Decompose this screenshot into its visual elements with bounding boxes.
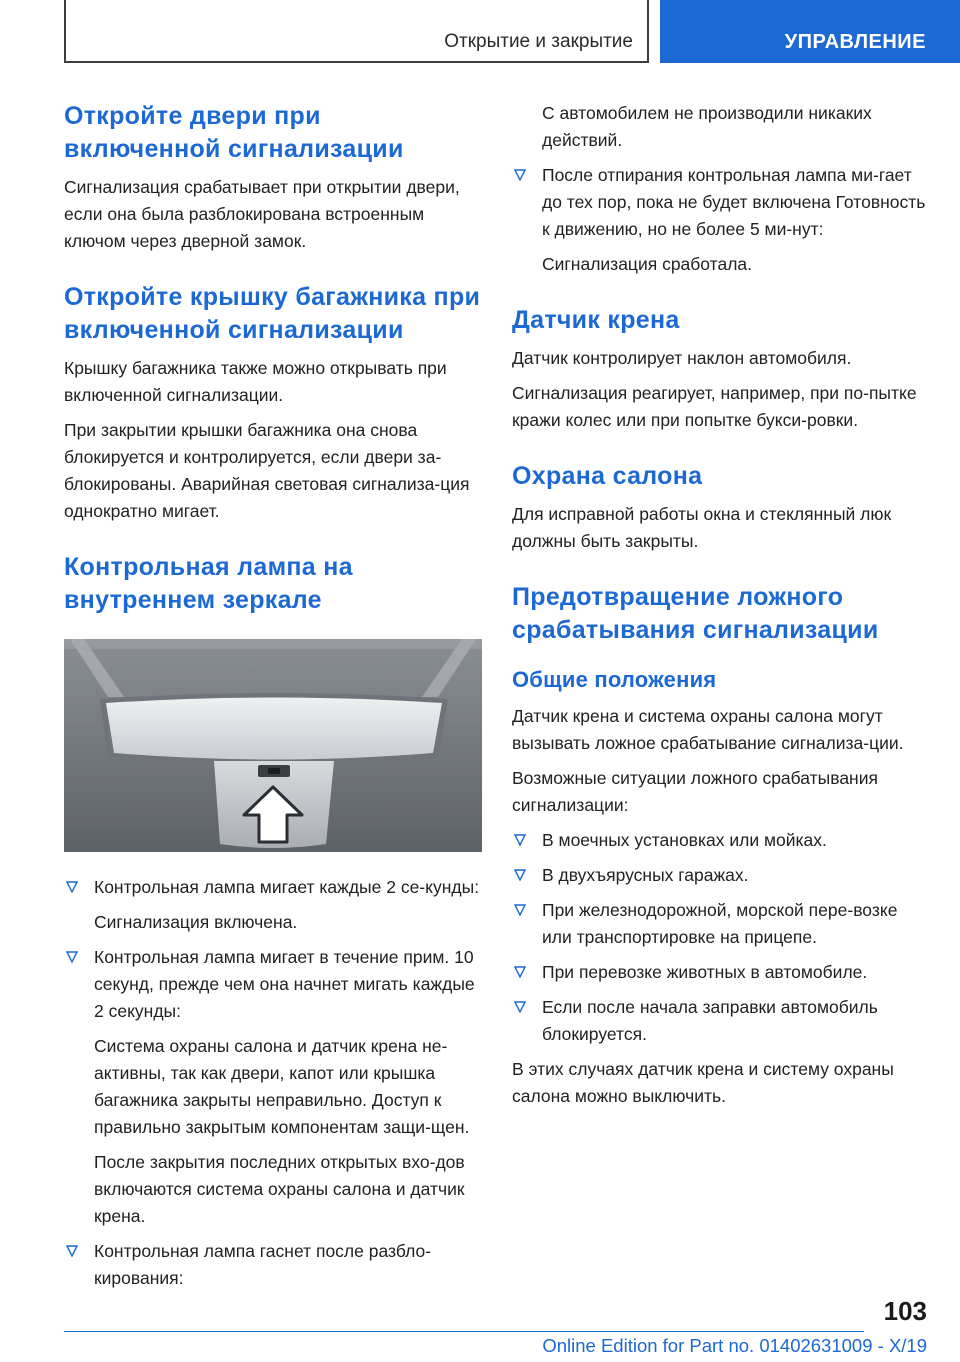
paragraph-closing: В этих случаях датчик крена и систему охраны салона можно выключить. [512, 1059, 894, 1106]
list-item: Контрольная лампа гаснет после разбло-кирования: [64, 1238, 482, 1292]
triangle-bullet-icon [66, 1245, 78, 1257]
page-number: 103 [883, 1296, 927, 1326]
heading-indicator-lamp: Контрольная лампа на внутреннем зеркале [64, 553, 353, 614]
situation-list [512, 827, 930, 1048]
list-item: Контрольная лампа мигает в течение прим. 10 секунд, прежде чем она начнет мигать каждые 2 секунды: Система охраны салона и датчик крена не-активны, так как двери, капот или крышка багажника закрыты неправильно. Доступ к правильно закрытым компонентам защи-щен. После закрытия последних открытых вхо-дов включаются система охраны салона и датчик крена. [64, 944, 482, 1230]
triangle-bullet-icon [66, 881, 78, 893]
indicator-list [64, 874, 482, 1292]
list-item: В моечных установках или мойках. [512, 827, 930, 854]
paragraph-tilt-2: Сигнализация реагирует, например, при по-пытке кражи колес или при попытке букси-ровки. [512, 383, 917, 430]
heading-interior-protection: Охрана салона [512, 462, 703, 490]
paragraph-open-doors: Сигнализация срабатывает при открытии двери, если она была разблокирована встроенным ключом через дверной замок. [64, 177, 460, 251]
left-column [64, 100, 482, 1300]
list-item: Если после начала заправки автомобиль блокируется. [512, 994, 930, 1048]
heading-false-alarm: Предотвращение ложного срабатывания сигнализации [512, 583, 879, 644]
subheading-general: Общие положения [512, 667, 717, 692]
list-item: Контрольная лампа мигает каждые 2 се-кунды: Сигнализация включена. [64, 874, 482, 936]
heading-open-doors: Откройте двери при включенной сигнализации [64, 102, 404, 163]
triangle-bullet-icon [514, 904, 526, 916]
edition-note: Online Edition for Part no. 01402631009 - X/19 [542, 1335, 927, 1356]
paragraph-tilt-1: Датчик контролирует наклон автомобиля. [512, 348, 852, 368]
list-item: При перевозке животных в автомобиле. [512, 959, 930, 986]
triangle-bullet-icon [514, 1001, 526, 1013]
page-header [0, 0, 960, 66]
chapter-title: УПРАВЛЕНИЕ [660, 0, 960, 63]
footer-divider [64, 1331, 864, 1332]
triangle-bullet-icon [514, 869, 526, 881]
triangle-bullet-icon [514, 169, 526, 181]
section-title: Открытие и закрытие [64, 0, 649, 63]
heading-open-trunk: Откройте крышку багажника при включенной сигнализации [64, 283, 481, 344]
triangle-bullet-icon [514, 966, 526, 978]
triangle-bullet-icon [514, 834, 526, 846]
heading-tilt-sensor: Датчик крена [512, 306, 680, 334]
paragraph-trunk-1: Крышку багажника также можно открывать при включенной сигнализации. [64, 358, 447, 405]
right-column [512, 100, 930, 1118]
triangle-bullet-icon [66, 951, 78, 963]
list-item: При железнодорожной, морской пере-возке или транспортировке на прицепе. [512, 897, 930, 951]
continued-text: С автомобилем не производили никаких действий. [542, 103, 872, 150]
list-item: После отпирания контрольная лампа ми-гает до тех пор, пока не будет включена Готовность к движению, но не более 5 ми-нут: Сигнализация сработала. [512, 162, 930, 278]
unlock-list [512, 162, 930, 278]
paragraph-general-2: Возможные ситуации ложного срабатывания сигнализации: [512, 768, 878, 815]
list-item: В двухъярусных гаражах. [512, 862, 930, 889]
rearview-mirror-image [64, 639, 482, 852]
paragraph-general-1: Датчик крена и система охраны салона могут вызывать ложное срабатывание сигнализа-ции. [512, 706, 904, 753]
paragraph-interior: Для исправной работы окна и стеклянный люк должны быть закрыты. [512, 504, 892, 551]
paragraph-trunk-2: При закрытии крышки багажника она снова блокируется и контролируется, если двери за-блокированы. Аварийная световая сигнализа-ция однократно мигает. [64, 420, 470, 521]
